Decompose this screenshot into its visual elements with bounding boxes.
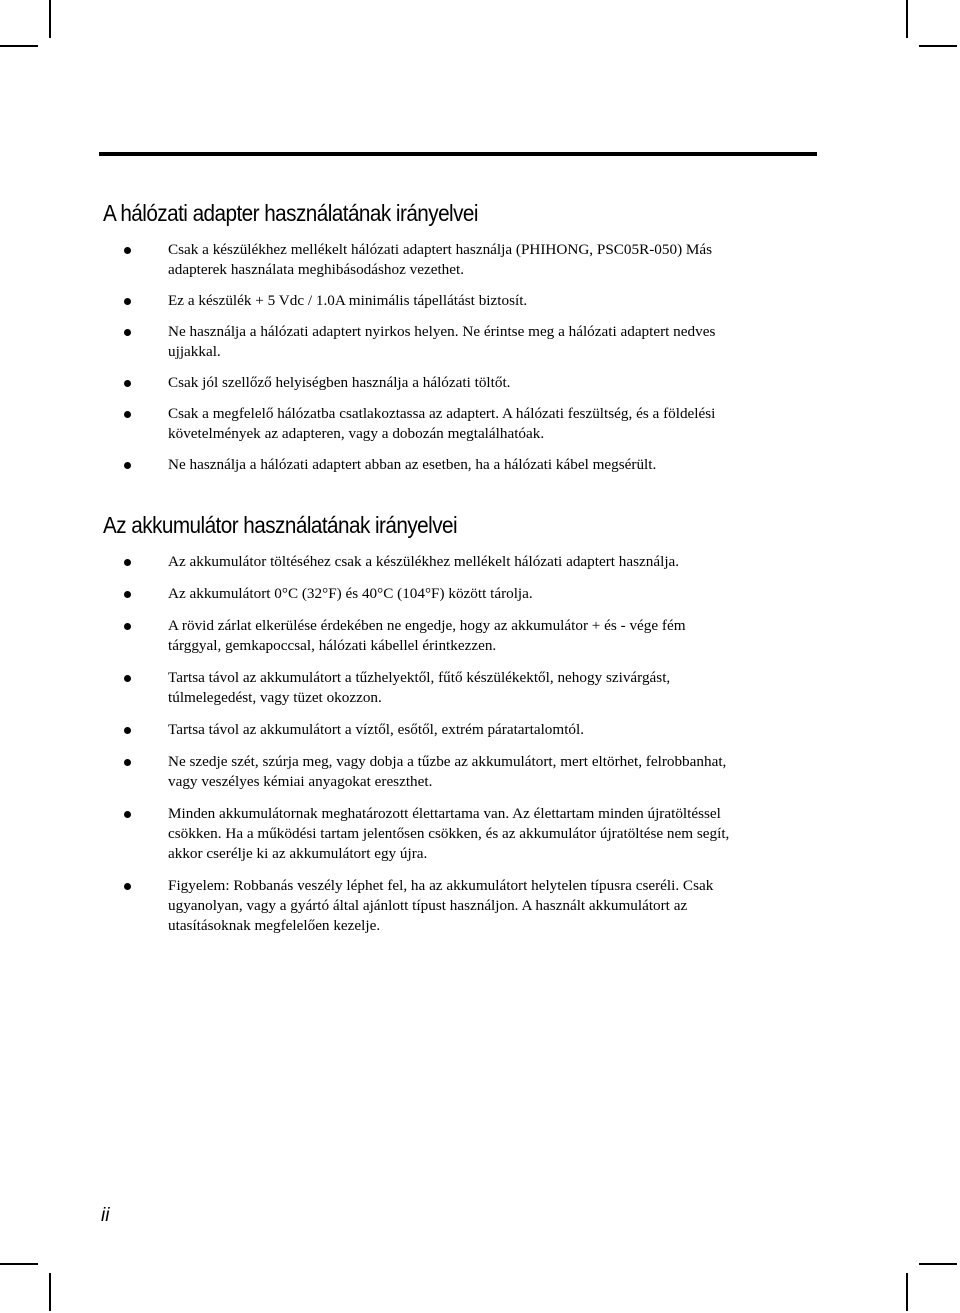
list-item-text: [168, 455, 808, 475]
text-line: követelmények az adapteren, vagy a dobozán megtalálhatóak.: [168, 425, 545, 442]
text-line: A rövid zárlat elkerülése érdekében ne engedje, hogy az akkumulátor + és - vége fém: [168, 617, 686, 634]
bullet-icon: [124, 462, 131, 469]
list-item-text: [168, 322, 808, 362]
list-item: [0, 584, 808, 604]
list-item-text: [168, 752, 808, 792]
list-item: [0, 804, 808, 864]
text-line: tárggyal, gemkapoccsal, hálózati kábellel érintkezzen.: [168, 637, 497, 654]
list-item-text: [168, 373, 808, 393]
section-title-battery: Az akkumulátor használatának irányelvei: [103, 512, 458, 538]
list-item: [0, 876, 808, 936]
section-title-adapter: A hálózati adapter használatának irányelvei: [103, 200, 478, 226]
text-line: Az akkumulátor töltéséhez csak a készülékhez mellékelt hálózati adaptert használja.: [168, 553, 680, 570]
list-item: [0, 752, 808, 792]
bullet-icon: [124, 329, 131, 336]
bullet-icon: [124, 811, 131, 818]
text-line: Minden akkumulátornak meghatározott élettartama van. Az élettartam minden újratöltéssel: [168, 805, 721, 822]
crop-mark-bottom-right-vertical: [906, 1273, 908, 1311]
list-item-text: [168, 240, 808, 280]
list-item: [0, 668, 808, 708]
list-item: [0, 240, 808, 280]
text-line: Ne használja a hálózati adaptert abban az esetben, ha a hálózati kábel megsérült.: [168, 456, 657, 473]
bullet-icon: [124, 559, 131, 566]
text-line: Figyelem: Robbanás veszély léphet fel, ha az akkumulátort helytelen típusra cseréli. Csak: [168, 877, 714, 894]
crop-mark-top-right-horizontal: [919, 45, 957, 47]
crop-mark-bottom-left-horizontal: [0, 1263, 38, 1265]
list-item-text: [168, 552, 808, 572]
adapter-guidelines-list: [0, 240, 960, 475]
list-item: [0, 720, 808, 740]
bullet-icon: [124, 623, 131, 630]
list-item: [0, 404, 808, 444]
list-item: [0, 616, 808, 656]
list-item: [0, 373, 808, 393]
crop-mark-bottom-right-horizontal: [919, 1263, 957, 1265]
crop-mark-top-left-vertical: [49, 0, 51, 38]
text-line: Az akkumulátort 0°C (32°F) és 40°C (104°F) között tárolja.: [168, 585, 533, 602]
text-line: túlmelegedést, vagy tüzet okozzon.: [168, 689, 382, 706]
text-line: csökken. Ha a működési tartam jelentősen csökken, és az akkumulátor újratöltése nem segít,: [168, 825, 730, 842]
text-line: Tartsa távol az akkumulátort a tűzhelyektől, fűtő készülékektől, nehogy szivárgást,: [168, 669, 671, 686]
page-number: ii: [101, 1205, 110, 1226]
list-item: [0, 322, 808, 362]
crop-mark-bottom-left-vertical: [49, 1273, 51, 1311]
text-line: ugyanolyan, vagy a gyártó által ajánlott típust használjon. A használt akkumulátort az: [168, 897, 688, 914]
bullet-icon: [124, 727, 131, 734]
list-item-text: [168, 876, 808, 936]
list-item-text: [168, 404, 808, 444]
bullet-icon: [124, 591, 131, 598]
list-item-text: [168, 720, 808, 740]
bullet-icon: [124, 675, 131, 682]
crop-mark-top-right-vertical: [906, 0, 908, 38]
list-item-text: [168, 616, 808, 656]
text-line: Ne használja a hálózati adaptert nyirkos helyen. Ne érintse meg a hálózati adaptert nedves: [168, 323, 716, 340]
header-rule: [99, 152, 817, 156]
list-item-text: [168, 584, 808, 604]
bullet-icon: [124, 298, 131, 305]
list-item: [0, 291, 808, 311]
list-item-text: [168, 804, 808, 864]
battery-guidelines-list: [0, 552, 960, 936]
list-item-text: [168, 668, 808, 708]
bullet-icon: [124, 883, 131, 890]
bullet-icon: [124, 380, 131, 387]
text-line: ujjakkal.: [168, 343, 221, 360]
text-line: Ne szedje szét, szúrja meg, vagy dobja a tűzbe az akkumulátort, mert eltörhet, felrobbanhat,: [168, 753, 727, 770]
crop-mark-top-left-horizontal: [0, 45, 38, 47]
bullet-icon: [124, 759, 131, 766]
text-line: Csak a készülékhez mellékelt hálózati adaptert használja (PHIHONG, PSC05R-050) Más: [168, 241, 713, 258]
text-line: vagy veszélyes kémiai anyagokat ereszthet.: [168, 773, 433, 790]
text-line: utasításoknak megfelelően kezelje.: [168, 917, 381, 934]
list-item: [0, 455, 808, 475]
list-item: [0, 552, 808, 572]
text-line: Tartsa távol az akkumulátort a víztől, esőtől, extrém páratartalomtól.: [168, 721, 585, 738]
text-line: Ez a készülék + 5 Vdc / 1.0A minimális tápellátást biztosít.: [168, 292, 528, 309]
bullet-icon: [124, 411, 131, 418]
bullet-icon: [124, 247, 131, 254]
text-line: adapterek használata meghibásodáshoz vezethet.: [168, 261, 465, 278]
text-line: akkor cserélje ki az akkumulátort egy újra.: [168, 845, 428, 862]
text-line: Csak a megfelelő hálózatba csatlakoztassa az adaptert. A hálózati feszültség, és a földelési: [168, 405, 716, 422]
list-item-text: [168, 291, 808, 311]
text-line: Csak jól szellőző helyiségben használja a hálózati töltőt.: [168, 374, 511, 391]
